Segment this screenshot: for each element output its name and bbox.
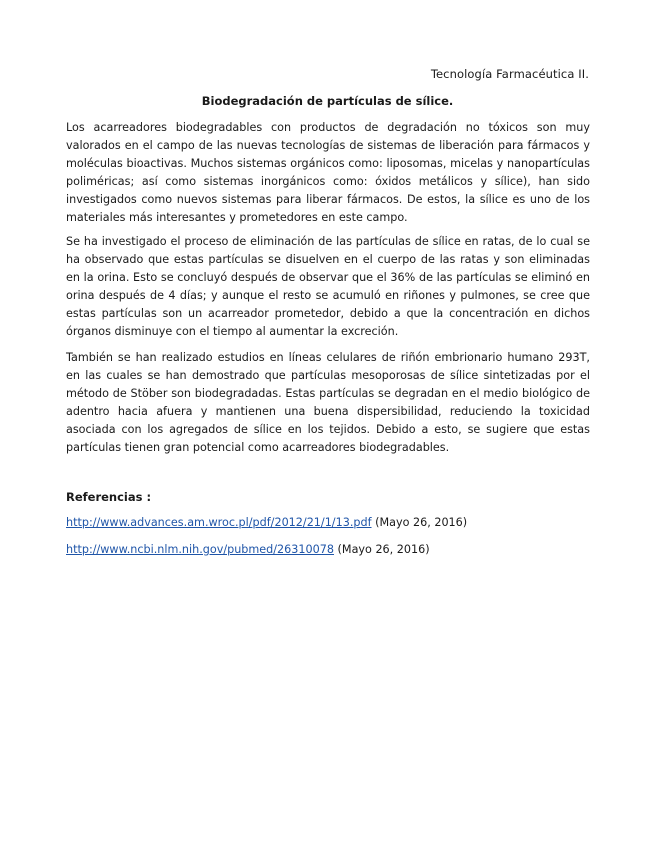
reference-link[interactable]: http://www.advances.am.wroc.pl/pdf/2012/21/1/13.pdf (66, 516, 372, 529)
paragraph-cell-study: También se han realizado estudios en líneas celulares de riñón embrionario humano 293T, en las cuales se han demostrado que partículas mesoporosas de sílice sintetizadas por el método de Stöber son biodegradadas. Estas partículas se degradan en el medio biológico de adentro hacia afuera y mantienen una buena dispersibilidad, reduciendo la toxicidad asociada con los agregados de sílice en los tejidos. Debido a esto, se sugiere que estas partículas tienen gran potencial como acarreadores biodegradables. (66, 351, 590, 454)
course-header: Tecnología Farmacéutica II. (430, 67, 589, 81)
paragraph-rat-study: Se ha investigado el proceso de eliminación de las partículas de sílice en ratas, de lo cual se ha observado que estas partículas se disuelven en el cuerpo de las ratas y son eliminadas en la orina. Esto se concluyó después de observar que el 36% de las partículas se eliminó en orina después de 4 días; y aunque el resto se acumuló en riñones y pulmones, se cree que estas partículas son un acarreador prometedor, debido a que la concentración en dichos órganos disminuye con el tiempo al aumentar la excreción. (66, 235, 590, 338)
references-heading: Referencias : (66, 490, 152, 504)
reference-link[interactable]: http://www.ncbi.nlm.nih.gov/pubmed/26310078 (66, 543, 334, 556)
reference-item (66, 516, 467, 529)
paragraph-intro: Los acarreadores biodegradables con productos de degradación no tóxicos son muy valorados en el campo de las nuevas tecnologías de sistemas de liberación para fármacos y moléculas bioactivas. Muchos sistemas orgánicos como: liposomas, micelas y nanopartículas poliméricas; así como sistemas inorgánicos como: óxidos metálicos y sílice), han sido investigados como nuevos sistemas para liberar fármacos. De estos, la sílice es uno de los materiales más interesantes y prometedores en este campo. (66, 121, 590, 224)
reference-date: (Mayo 26, 2016) (337, 543, 430, 556)
document-title: Biodegradación de partículas de sílice. (201, 94, 454, 108)
reference-item (66, 543, 430, 556)
reference-date: (Mayo 26, 2016) (375, 516, 468, 529)
